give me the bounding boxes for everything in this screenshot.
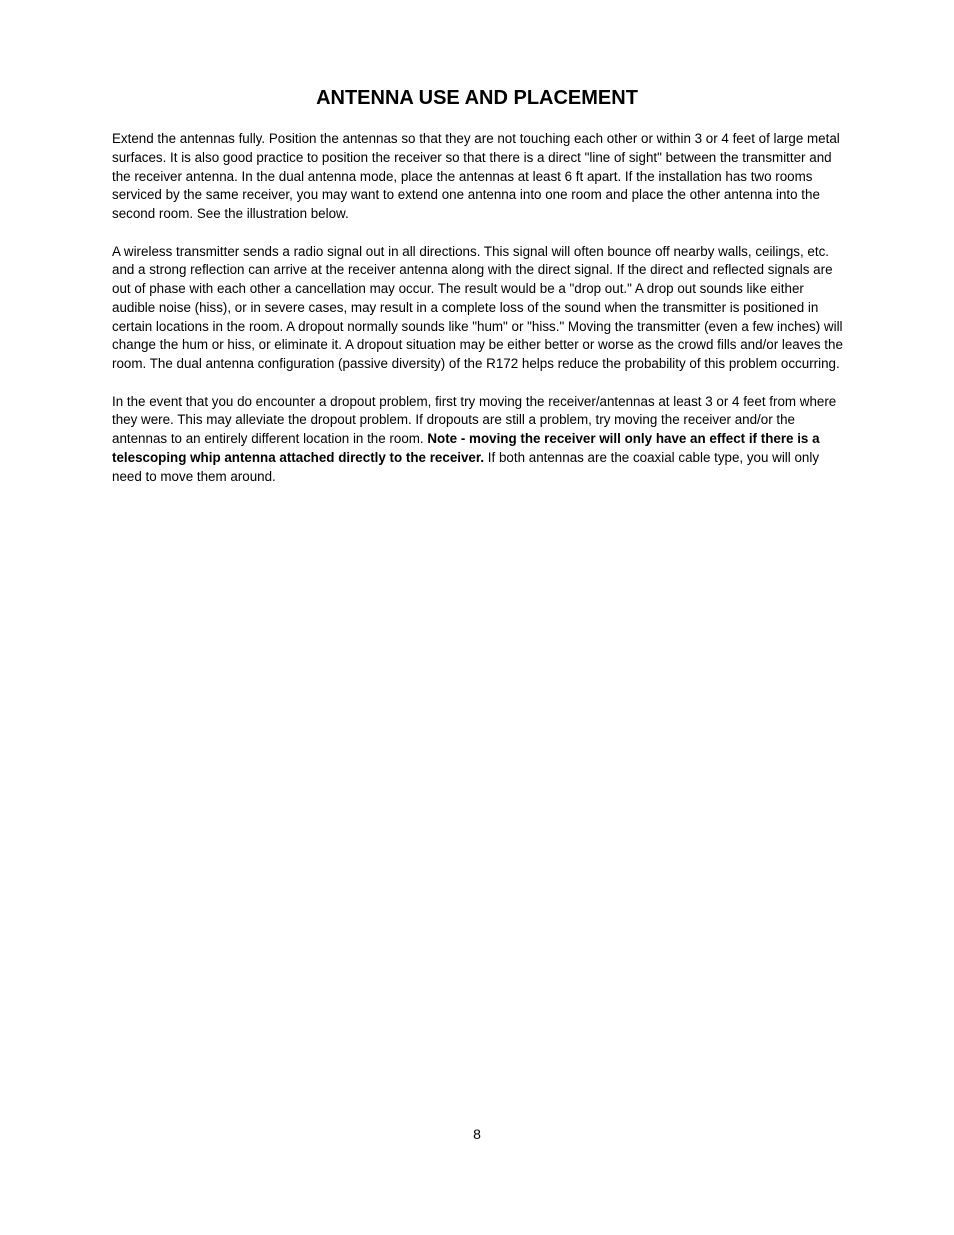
page-number: 8 [473,1126,481,1142]
paragraph-dropout-text-start: In the event that you do encounter a dropout problem, first try moving the receiver/antennas at least 3 or 4 feet from where they were. This may alleviate the dropout problem. If dropouts are still a problem, try moving the receiver and/or the antennas to an entirely different location in the room. [112,393,837,446]
page-title: ANTENNA USE AND PLACEMENT [316,87,638,109]
paragraph-dropout-remedy [112,393,847,487]
body-text [112,130,847,505]
paragraph-antenna-placement: Extend the antennas fully. Position the antennas so that they are not touching each other or within 3 or 4 feet of large metal surfaces. It is also good practice to position the receiver so that there is a direct "line of sight" between the transmitter and the receiver antenna. In the dual antenna mode, place the antennas at least 6 ft apart. If the installation has two rooms serviced by the same receiver, you may want to extend one antenna into one room and place the other antenna into the second room. See the illustration below. [112,131,840,221]
paragraph-dropout-text-end: If both antennas are the coaxial cable type, you will only need to move them around. [112,449,820,484]
bold-note: Note - moving the receiver will only have an effect if there is a telescoping whip antenna attached directly to the receiver. [112,431,820,465]
paragraph-signal-reflection: A wireless transmitter sends a radio signal out in all directions. This signal will often bounce off nearby walls, ceilings, etc. and a strong reflection can arrive at the receiver antenna along with the direct signal. If the direct and reflected signals are out of phase with each other a cancellation may occur. The result would be a "drop out." A drop out sounds like either audible noise (hiss), or in severe cases, may result in a complete loss of the sound when the transmitter is positioned in certain locations in the room. A dropout normally sounds like "hum" or "hiss." Moving the transmitter (even a few inches) will change the hum or hiss, or eliminate it. A dropout situation may be either better or worse as the crowd fills and/or leaves the room. The dual antenna configuration (passive diversity) of the R172 helps reduce the probability of this problem occurring. [112,243,843,371]
